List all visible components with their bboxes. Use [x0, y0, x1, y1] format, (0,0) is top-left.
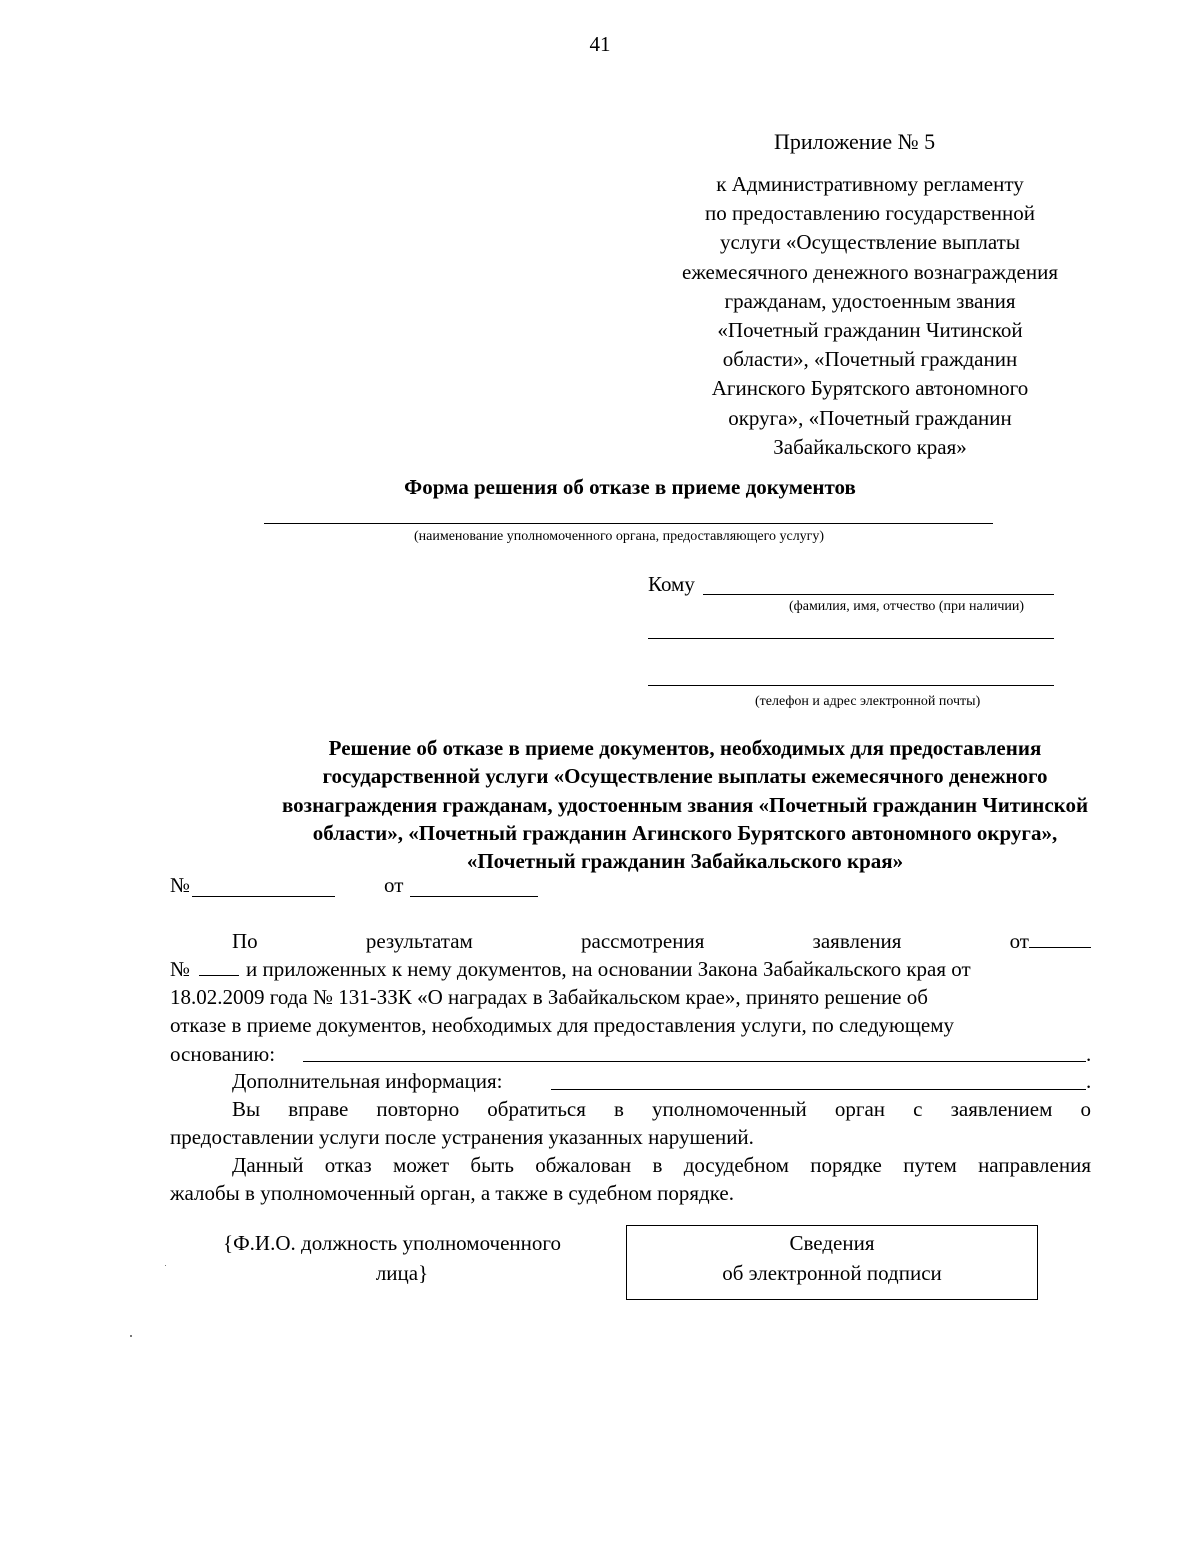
additional-info-end: .: [1086, 1069, 1092, 1093]
recipient-contact-caption: (телефон и адрес электронной почты): [755, 694, 981, 709]
body-number-sign: №: [170, 957, 191, 981]
decision-title: [140, 734, 1200, 875]
body-line-2: [170, 957, 1091, 982]
signature-box-line: Сведения: [789, 1231, 875, 1255]
body-line-3: 18.02.2009 года № 131-ЗЗК «О наградах в Забайкальском крае», принято решение об: [170, 985, 928, 1009]
basis-label: основанию:: [170, 1042, 276, 1066]
appendix-line: гражданам, удостоенным звания: [724, 288, 1016, 313]
decision-title-line: вознаграждения гражданам, удостоенным звания «Почетный гражданин Читинской: [281, 792, 1089, 817]
appendix-title: Приложение № 5: [774, 129, 936, 154]
decision-title-line: Решение об отказе в приеме документов, необходимых для предоставления: [328, 736, 1042, 760]
appendix-line: Забайкальского края»: [773, 434, 967, 459]
appeal-line-2: жалобы в уполномоченный орган, а также в судебном порядке.: [170, 1181, 734, 1205]
signer-line: {Ф.И.О. должность уполномоченного: [223, 1231, 561, 1255]
recipient-extra-line: [648, 638, 1054, 639]
recipient-name-caption: (фамилия, имя, отчество (при наличии): [789, 599, 1025, 614]
body-word: рассмотрения: [581, 929, 705, 953]
repeat-line-2: предоставлении услуги после устранения указанных нарушений.: [170, 1125, 754, 1149]
appendix-line: к Административному регламенту: [716, 172, 1024, 196]
recipient-contact-line: [648, 685, 1054, 686]
electronic-signature-box: [626, 1225, 1038, 1300]
body-line-5: [170, 1042, 1091, 1067]
application-number-blank: [199, 975, 239, 976]
decision-title-line: государственной услуги «Осуществление выплаты ежемесячного денежного: [322, 764, 1048, 789]
appendix-line: по предоставлению государственной: [704, 201, 1036, 226]
body-word: результатам: [365, 929, 473, 953]
appendix-line: «Почетный гражданин Читинской: [717, 318, 1023, 343]
appendix-line: ежемесячного денежного вознаграждения: [682, 259, 1058, 284]
recipient-label: Кому: [648, 572, 695, 596]
page-number: 41: [589, 32, 611, 56]
body-word: заявления: [812, 929, 902, 953]
scan-speck: [165, 1265, 166, 1266]
scan-speck: [130, 1335, 132, 1337]
basis-end: .: [1086, 1042, 1092, 1066]
appendix-text: [630, 170, 1110, 462]
body-line-1: [232, 929, 1091, 954]
decision-number-label: №: [170, 873, 191, 897]
additional-info-blank: [551, 1089, 1086, 1090]
decision-date-line: [410, 896, 538, 897]
decision-title-line: области», «Почетный гражданин Агинского Бурятского автономного округа»,: [312, 820, 1058, 845]
appendix-line: области», «Почетный гражданин: [722, 347, 1018, 372]
recipient-name-line: [703, 594, 1054, 595]
application-date-blank: [1029, 947, 1091, 948]
body-word: По: [232, 929, 258, 953]
body-line-2-text: и приложенных к нему документов, на основании Закона Забайкальского края от: [246, 957, 971, 981]
form-title: Форма решения об отказе в приеме документов: [404, 475, 856, 499]
appendix-line: округа», «Почетный гражданин: [728, 405, 1012, 430]
authority-name-line: [264, 523, 993, 524]
body-line-4: отказе в приеме документов, необходимых для предоставления услуги, по следующему: [170, 1013, 954, 1037]
repeat-line-1: Вы вправе повторно обратиться в уполномоченный орган с заявлением о: [232, 1097, 1091, 1121]
signer-block: [192, 1228, 592, 1288]
decision-title-line: «Почетный гражданин Забайкальского края»: [466, 849, 904, 874]
authority-caption: (наименование уполномоченного органа, предоставляющего услугу): [414, 529, 825, 544]
basis-blank: [303, 1061, 1086, 1062]
body-word-ot: от: [1010, 929, 1091, 954]
signer-line: лица}: [375, 1261, 429, 1285]
decision-number-line: [192, 896, 335, 897]
signature-box-line: об электронной подписи: [722, 1261, 942, 1285]
appeal-line-1: Данный отказ может быть обжалован в досудебном порядке путем направления: [232, 1153, 1091, 1177]
additional-info-label: Дополнительная информация:: [232, 1069, 503, 1093]
decision-date-label: от: [384, 873, 404, 897]
appendix-line: Агинского Бурятского автономного: [711, 376, 1029, 401]
appendix-line: услуги «Осуществление выплаты: [720, 230, 1020, 255]
